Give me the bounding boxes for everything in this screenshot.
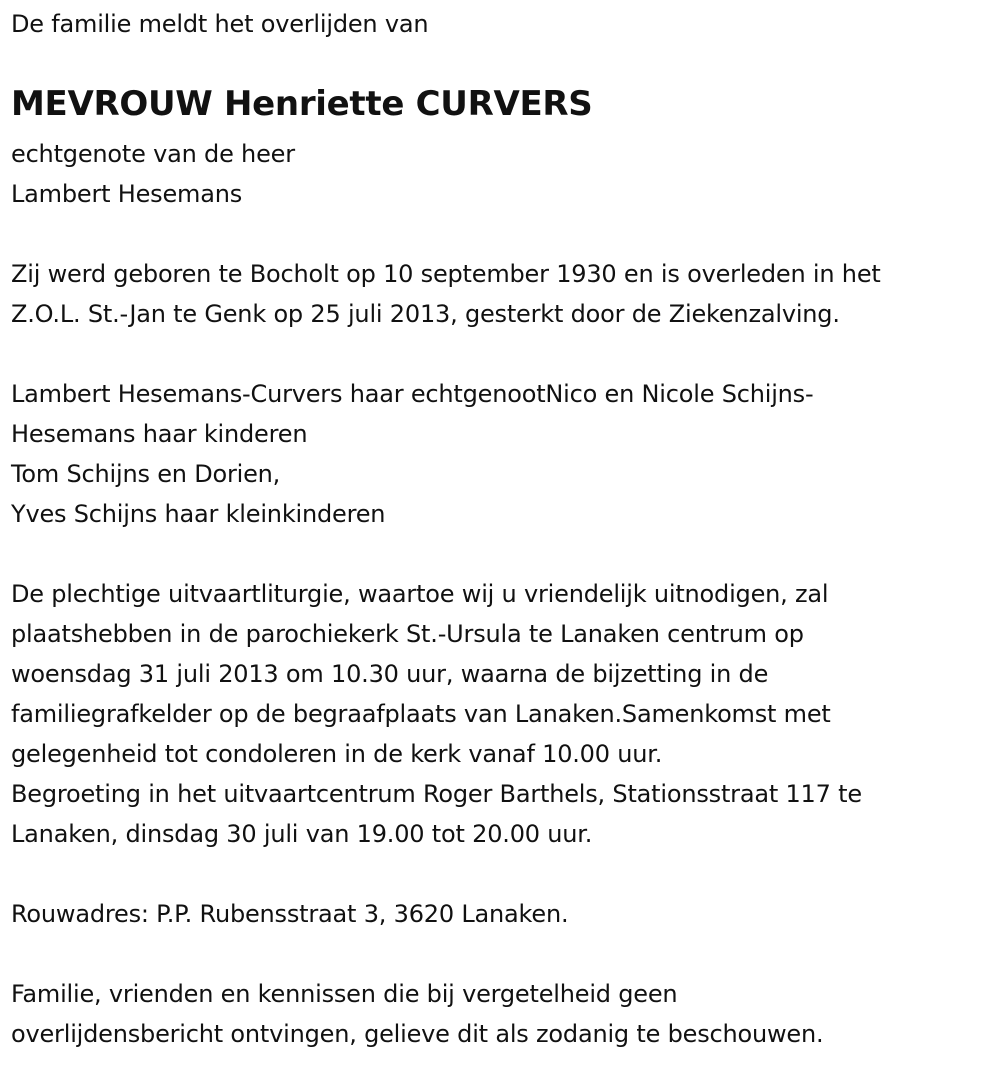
birth-death-line-2: Z.O.L. St.-Jan te Genk op 25 juli 2013, gesterkt door de Ziekenzalving. <box>11 300 840 328</box>
deceased-name-heading: MEVROUW Henriette CURVERS <box>11 84 593 124</box>
spouse-name: Lambert Hesemans <box>11 180 243 208</box>
funeral-line-3: woensdag 31 juli 2013 om 10.30 uur, waarna de bijzetting in de <box>11 660 769 688</box>
funeral-line-6: Begroeting in het uitvaartcentrum Roger Barthels, Stationsstraat 117 te <box>11 780 862 808</box>
funeral-line-2: plaatshebben in de parochiekerk St.-Ursula te Lanaken centrum op <box>11 620 804 648</box>
funeral-line-1: De plechtige uitvaartliturgie, waartoe wij u vriendelijk uitnodigen, zal <box>11 580 829 608</box>
spouse-label: echtgenote van de heer <box>11 140 295 168</box>
family-line-2: Hesemans haar kinderen <box>11 420 308 448</box>
intro-text: De familie meldt het overlijden van <box>11 10 429 38</box>
family-line-4: Yves Schijns haar kleinkinderen <box>11 500 386 528</box>
funeral-line-7: Lanaken, dinsdag 30 juli van 19.00 tot 20.00 uur. <box>11 820 593 848</box>
birth-death-line-1: Zij werd geboren te Bocholt op 10 september 1930 en is overleden in het <box>11 260 881 288</box>
closing-line-2: overlijdensbericht ontvingen, gelieve dit als zodanig te beschouwen. <box>11 1020 824 1048</box>
funeral-line-5: gelegenheid tot condoleren in de kerk vanaf 10.00 uur. <box>11 740 663 768</box>
mourning-address: Rouwadres: P.P. Rubensstraat 3, 3620 Lanaken. <box>11 900 569 928</box>
family-line-1: Lambert Hesemans-Curvers haar echtgenootNico en Nicole Schijns- <box>11 380 814 408</box>
family-line-3: Tom Schijns en Dorien, <box>11 460 281 488</box>
closing-line-1: Familie, vrienden en kennissen die bij vergetelheid geen <box>11 980 678 1008</box>
funeral-line-4: familiegrafkelder op de begraafplaats van Lanaken.Samenkomst met <box>11 700 831 728</box>
